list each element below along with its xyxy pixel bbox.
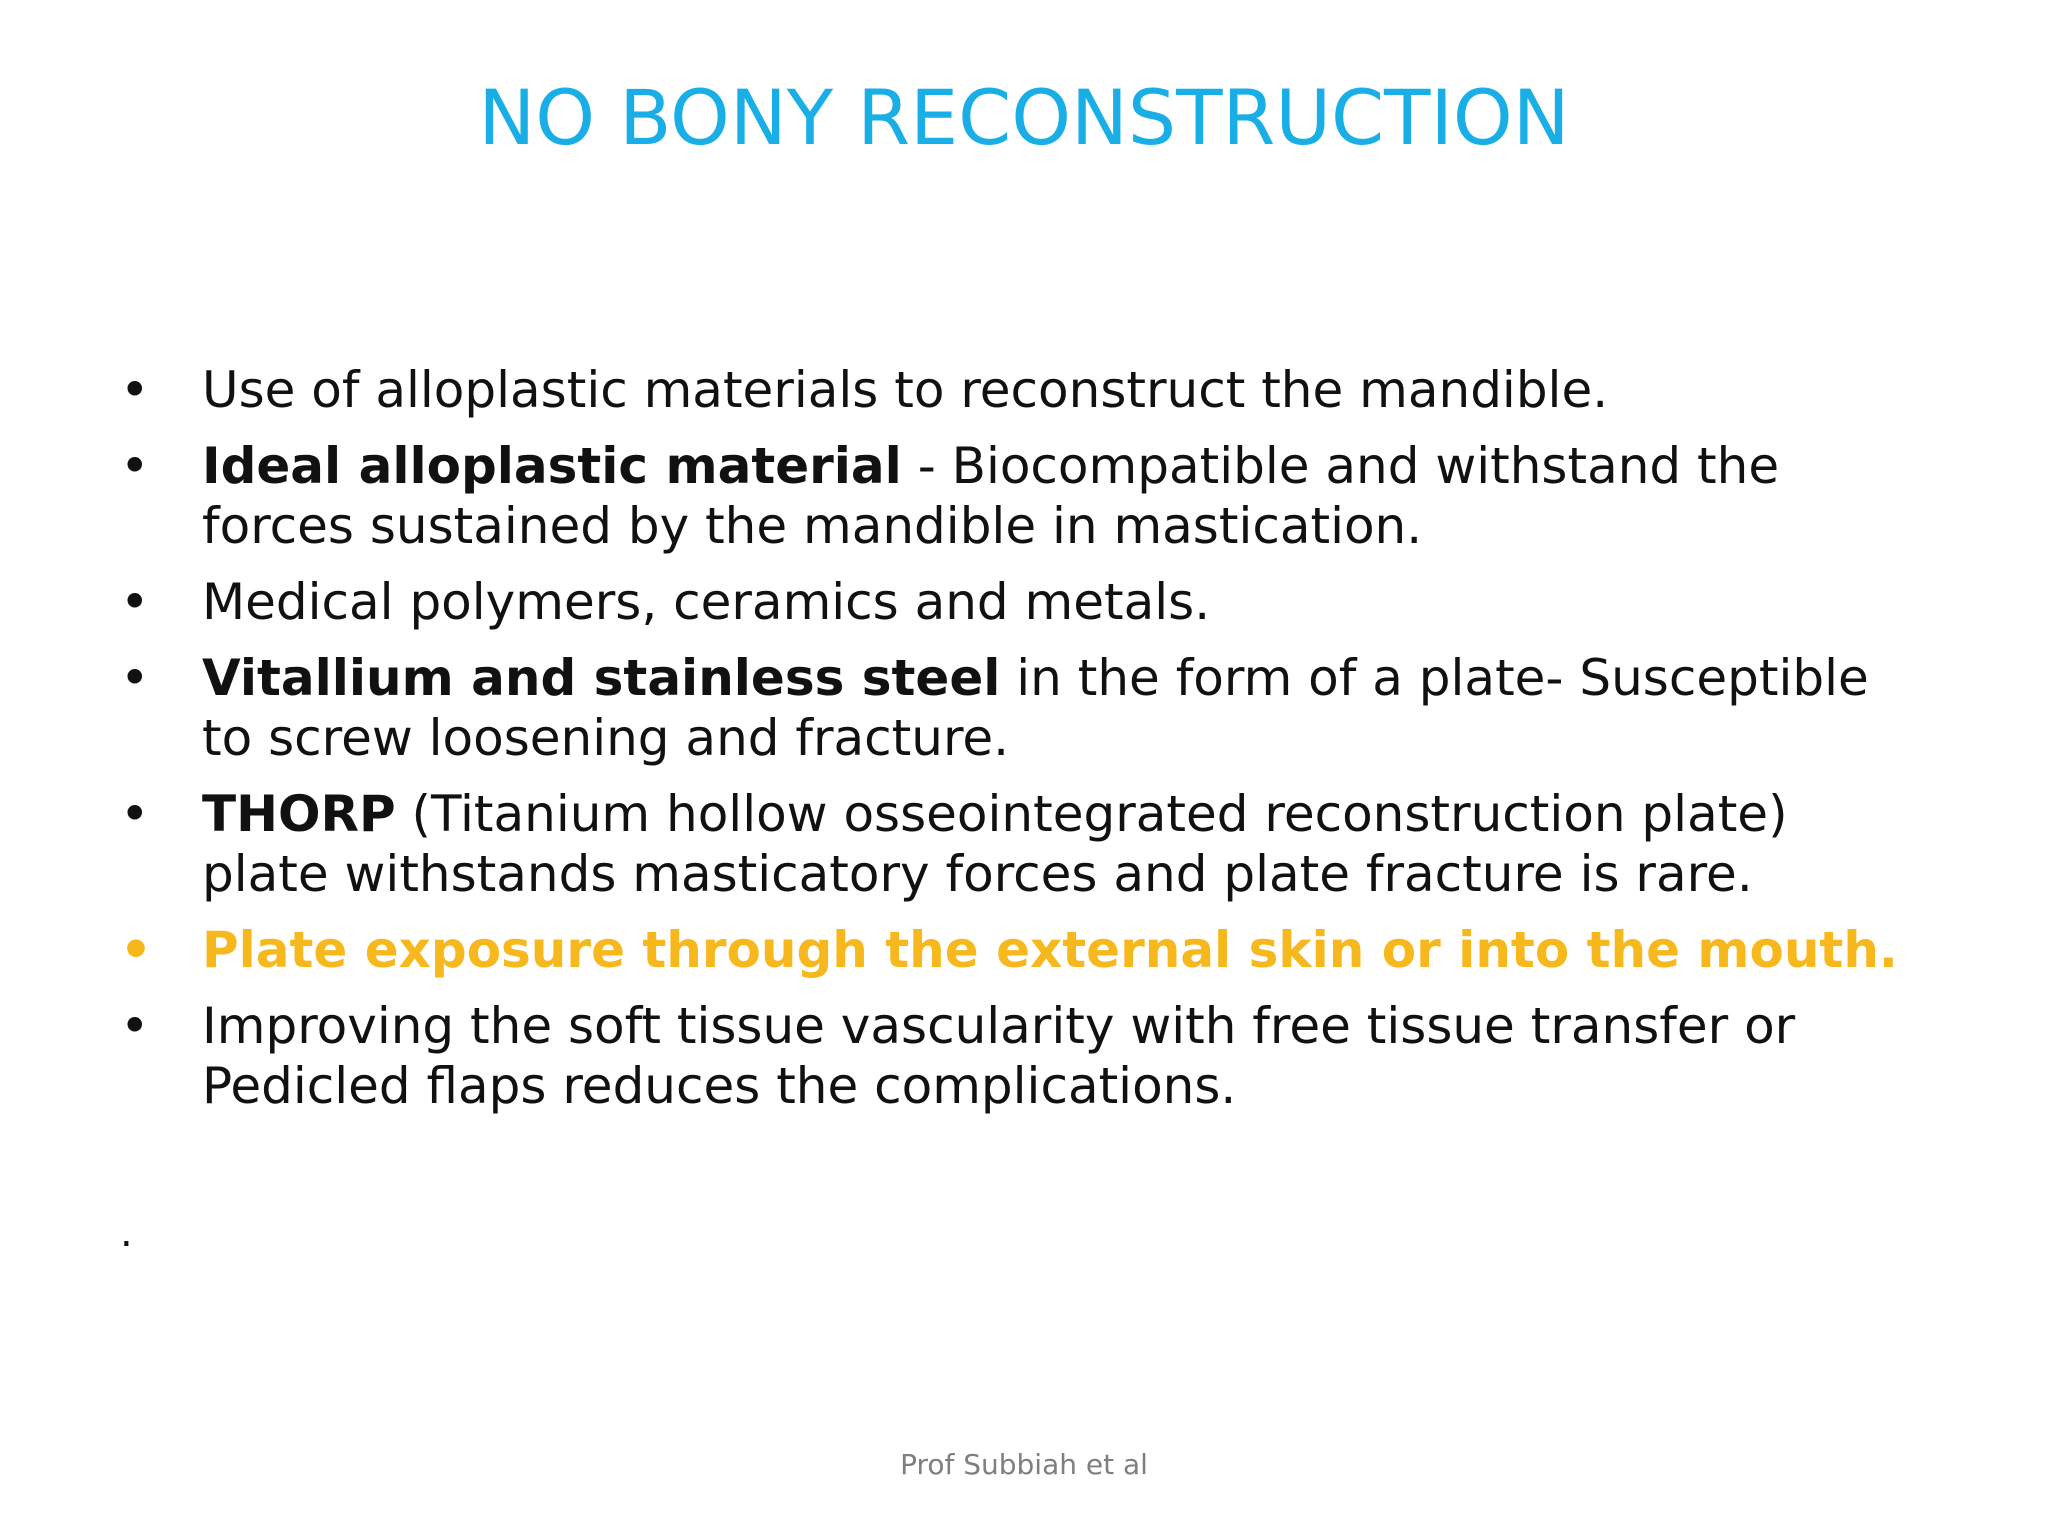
bullet-text: Medical polymers, ceramics and metals.: [202, 573, 1211, 631]
bullet-item: [120, 996, 1920, 1116]
bullet-item: [120, 648, 1920, 768]
bullet-dot-icon: •: [120, 785, 150, 843]
bullet-item: [120, 360, 1920, 420]
bullet-bold-text: Vitallium and stainless steel: [202, 649, 1001, 707]
slide-title: NO BONY RECONSTRUCTION: [478, 73, 1570, 162]
bullet-item-highlight: [120, 920, 1920, 980]
bullet-dot-icon: •: [120, 997, 150, 1055]
bullet-item: [120, 784, 1920, 904]
footer-credit: Prof Subbiah et al: [900, 1448, 1148, 1481]
bullet-bold-text: THORP: [202, 785, 396, 843]
stray-dot: .: [120, 1210, 133, 1256]
bullet-text: (Titanium hollow osseointegrated reconstruction plate) plate withstands masticatory forces and plate fracture is rare.: [202, 785, 1788, 903]
bullet-dot-icon: •: [120, 921, 152, 979]
bullet-text: - Biocompatible and withstand the forces sustained by the mandible in mastication.: [202, 437, 1780, 555]
bullet-item: [120, 572, 1920, 632]
bullet-text: Use of alloplastic materials to reconstruct the mandible.: [202, 361, 1609, 419]
bullet-text: Plate exposure through the external skin or into the mouth.: [202, 921, 1898, 979]
bullet-text: in the form of a plate- Susceptible to screw loosening and fracture.: [202, 649, 1869, 767]
bullet-dot-icon: •: [120, 573, 150, 631]
bullet-dot-icon: •: [120, 361, 150, 419]
bullet-dot-icon: •: [120, 649, 150, 707]
bullet-text: Improving the soft tissue vascularity with free tissue transfer or Pedicled flaps reduces the complications.: [202, 997, 1796, 1115]
bullet-list: [120, 360, 1920, 1132]
bullet-bold-text: Ideal alloplastic material: [202, 437, 902, 495]
bullet-item: [120, 436, 1920, 556]
bullet-dot-icon: •: [120, 437, 150, 495]
